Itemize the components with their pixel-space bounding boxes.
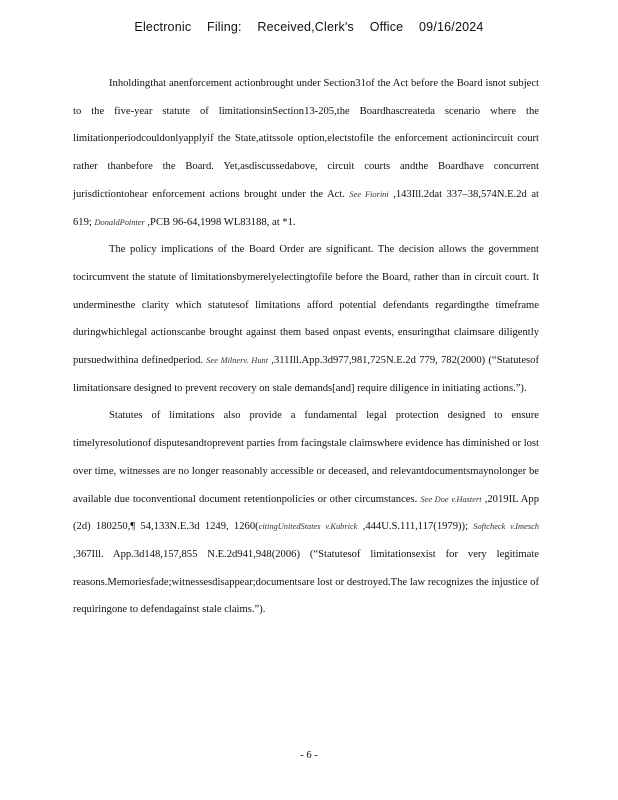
paragraph-3-text-b: ,2019IL App (2d) 180250,¶ 54,133N.E.3d 1249, 1260( [73, 493, 540, 533]
paragraph-3-citation-softcheck: Softcheck v.Imesch [473, 522, 539, 532]
paragraph-3-citation-doe: See Doe v.Hastert [420, 494, 482, 504]
paragraph-2-text-b: ,311Ill.App.3d977,981,725N.E.2d 779, 782(2000) (“Statutesof limitationsare designed to prevent recovery on stale demands[and] require diligence in initiating actions.”). [73, 355, 539, 394]
filing-header [0, 20, 618, 34]
paragraph-3-citation-kubrick: citingUnitedStates v.Kubrick [258, 522, 358, 532]
paragraph-3-text-c: ,444U.S.111,117(1979)); [362, 521, 469, 533]
header-electronic: Electronic [134, 20, 192, 34]
document-body [73, 70, 539, 624]
paragraph-2 [73, 236, 539, 402]
paragraph-1 [73, 70, 539, 236]
header-filing: Filing: [206, 20, 242, 34]
paragraph-3 [73, 402, 539, 624]
paragraph-3-text-d: ,367Ill. App.3d148,157,855 N.E.2d941,948(2006) (“Statutesof limitationsexist for very legitimate reasons.Memoriesfade;witnessesdisappear;documentsare lost or destroyed.The law recognizes the injustice of requiringone to defendagainst stale claims.”). [73, 548, 539, 616]
paragraph-2-text-a: The policy implications of the Board Order are significant. The decision allows the government tocircumvent the statute of limitationsbymerelyelectingtofile before the Board, rather than in circuit court. It underminesthe clarity which statutesof limitations afford potential defendants regardingthe timeframe duringwhichlegal actionscanbe brought against them based onpast events, ensuringthat claimsare diligently pursuedwithina definedperiod. [73, 244, 539, 367]
paragraph-1-text-a: Inholdingthat anenforcement actionbrought under Section31of the Act before the Board isnot subject to the five-year statute of limitationsinSection13-205,the Boardhascreateda scenario where the limitationperiodcouldonlyapplyif the State,atitssole option,electstofile the enforcement actionincircuit court rather thanbefore the Board. Yet,asdiscussedabove, circuit courts andthe Boardhave concurrent jurisdictiontohear enforcement actions brought under the Act. [73, 78, 539, 200]
paragraph-3-text-a: Statutes of limitations also provide a fundamental legal protection designed to ensure timelyresolutionof disputesandtoprevent parties from facingstale claimswhere evidence has diminished or lost over time, witnesses are no longer reasonably accessible or deceased, and relevantdocumentsmaynolonger be available due toconventional document retentionpolicies or other circumstances. [73, 410, 539, 505]
header-received: Received,Clerk's [257, 20, 355, 34]
header-office: Office [369, 20, 404, 34]
paragraph-1-citation-pointer: DonaldPointer [94, 217, 145, 227]
paragraph-1-text-d: ,PCB 96-64,1998 WL83188, at *1. [147, 216, 296, 228]
paragraph-1-text-b: ,143Ill.2dat 337–38,574N.E.2d at 619; [73, 188, 539, 228]
page-number: - 6 - [300, 750, 318, 761]
paragraph-1-citation-fiorini: See Fiorini [349, 189, 389, 199]
header-date: 09/16/2024 [419, 20, 484, 34]
paragraph-2-citation-milner: See Milnerv. Hunt [206, 356, 269, 366]
